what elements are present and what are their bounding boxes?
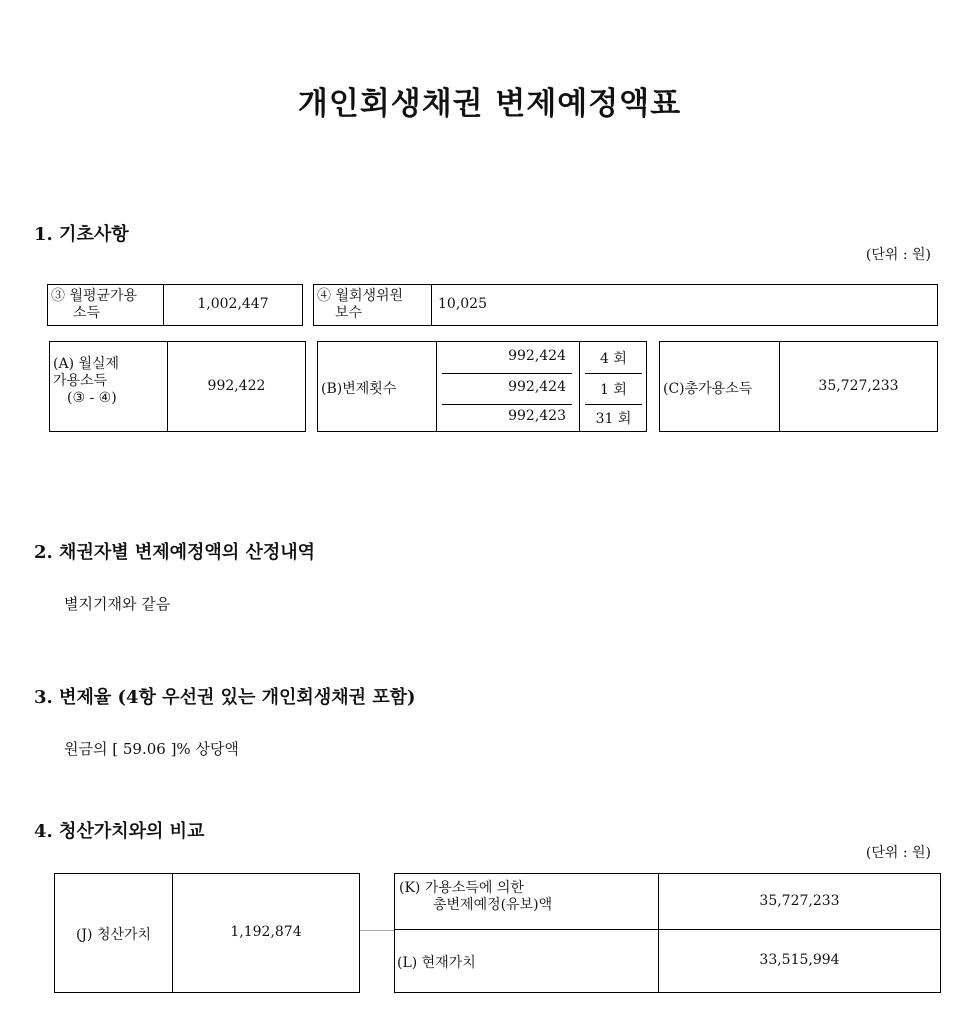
k-value: 35,727,233 (759, 893, 840, 909)
l-label: (L) 현재가치 (397, 955, 476, 971)
section3-heading: 3. 변제율 (4항 우선권 있는 개인회생채권 포함) (34, 687, 416, 708)
liquidation-value-label: (J) 청산가치 (75, 927, 152, 943)
total-income-value: 35,727,233 (818, 378, 899, 394)
liquidation-value: 1,192,874 (230, 924, 302, 940)
section1-unit: (단위 : 원) (865, 247, 931, 263)
repayment-count-box (317, 341, 647, 432)
total-income-label: (C)총가용소득 (663, 381, 753, 397)
comparison-box (394, 873, 941, 993)
trustee-fee-value: 10,025 (438, 296, 487, 312)
k-label-line1: (K) 가용소득에 의한 (399, 880, 524, 896)
a-label-line3: (③ - ④) (67, 390, 117, 406)
monthly-income-box (49, 341, 306, 432)
income-label-line2: 소득 (73, 305, 101, 321)
monthly-income-value: 992,422 (207, 378, 266, 394)
liquidation-value-box (54, 873, 360, 993)
income-label-line1: ③ 월평균가용 (51, 288, 138, 304)
b-count-3: 31 회 (595, 411, 632, 427)
monthly-income-label (53, 356, 167, 407)
section2-text: 별지기재와 같음 (64, 595, 171, 613)
section4-unit: (단위 : 원) (865, 845, 931, 861)
section2-heading: 2. 채권자별 변제예정액의 산정내역 (34, 542, 316, 563)
section4-heading: 4. 청산가치와의 비교 (34, 821, 205, 842)
b-amount-1: 992,424 (508, 348, 566, 364)
k-label-line2: 총변제예정(유보)액 (433, 897, 553, 913)
b-count-1: 4 회 (600, 351, 627, 367)
section3-text: 원금의 [ 59.06 ]% 상당액 (64, 740, 239, 758)
page-title: 개인회생채권 변제예정액표 (297, 86, 682, 122)
a-label-line2: 가용소득 (53, 373, 108, 389)
trustee-fee-box (313, 284, 938, 326)
trustee-label-line1: ④ 월회생위원 (317, 288, 404, 304)
income-label (51, 288, 163, 322)
trustee-fee-label (317, 288, 431, 322)
repayment-count-label: (B)변제횟수 (321, 381, 397, 397)
income-value: 1,002,447 (197, 296, 269, 312)
b-amount-3: 992,423 (508, 408, 566, 424)
a-label-line1: (A) 월실제 (53, 356, 120, 372)
k-label (399, 880, 657, 914)
income-box (47, 284, 303, 326)
section1-heading: 1. 기초사항 (34, 224, 129, 245)
b-count-2: 1 회 (600, 382, 627, 398)
l-value: 33,515,994 (759, 952, 840, 968)
b-amount-2: 992,424 (508, 379, 566, 395)
total-income-box (659, 341, 938, 432)
trustee-label-line2: 보수 (335, 305, 363, 321)
